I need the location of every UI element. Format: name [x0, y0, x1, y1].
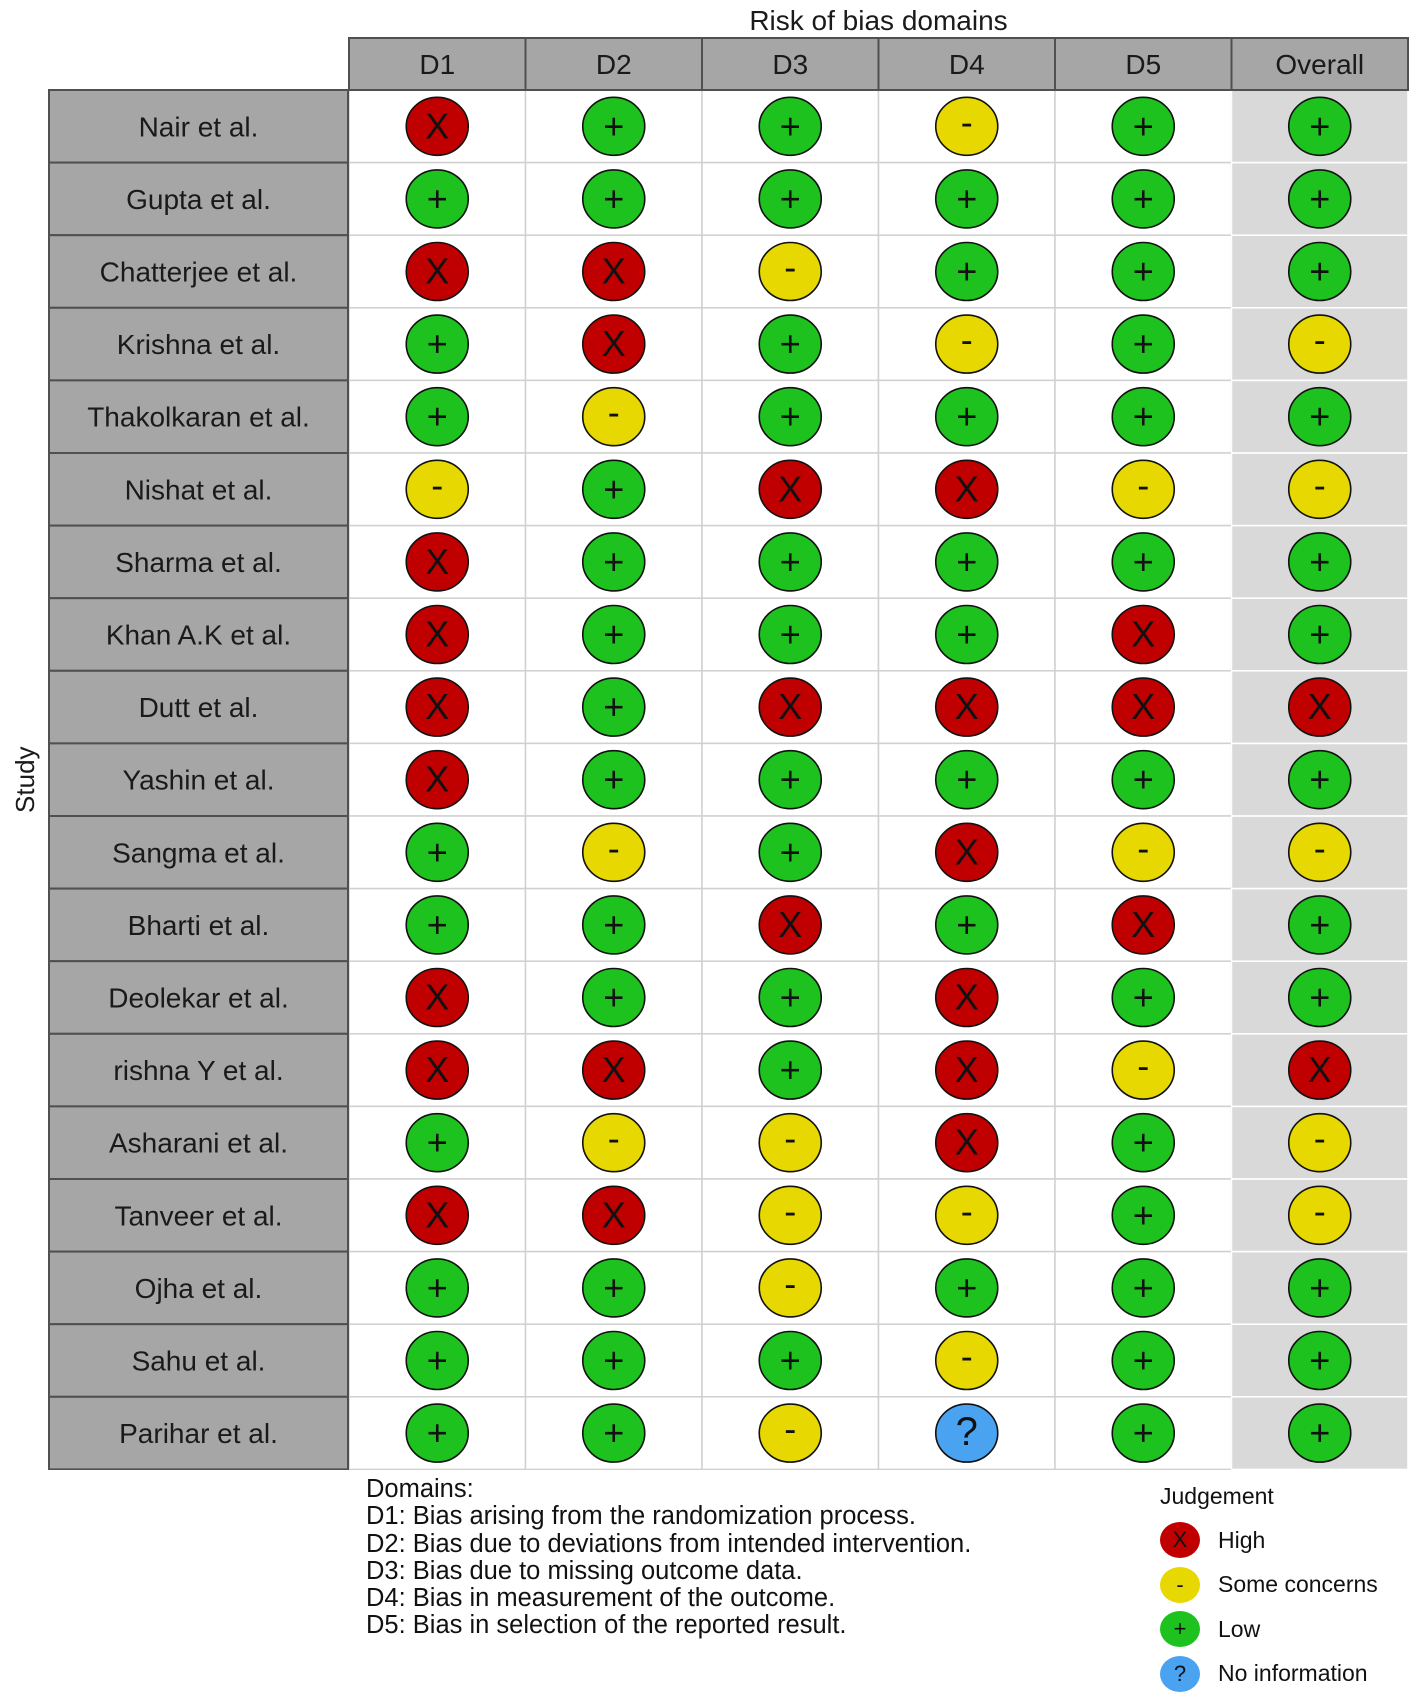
judgement-mark-low: [1289, 1404, 1351, 1462]
judgement-symbol: X: [1307, 686, 1332, 728]
judgement-mark-high: [936, 823, 998, 881]
judgement-symbol: +: [1309, 1412, 1331, 1454]
column-header-label: Overall: [1275, 49, 1365, 80]
y-axis-label: Study: [10, 746, 40, 813]
judgement-symbol: +: [779, 395, 801, 437]
judgement-mark-high: [583, 315, 645, 373]
legend-item-high: [1160, 1522, 1265, 1558]
judgement-mark-low: [759, 388, 821, 446]
judgement-mark-low: [936, 243, 998, 301]
judgement-mark-low: [1289, 751, 1351, 809]
legend-item-low: [1160, 1611, 1260, 1647]
judgement-mark-high: [583, 1186, 645, 1244]
judgement-mark-high: [936, 678, 998, 736]
judgement-symbol: +: [779, 1339, 801, 1381]
judgement-mark-some: [936, 1332, 998, 1390]
study-label: Chatterjee et al.: [99, 256, 298, 288]
judgement-symbol: +: [1309, 976, 1331, 1018]
legend-label-noinfo: No information: [1218, 1660, 1368, 1686]
judgement-symbol: X: [954, 976, 979, 1018]
judgement-symbol: X: [778, 903, 803, 945]
judgement-symbol: +: [1132, 250, 1154, 292]
judgement-mark-high: [406, 751, 468, 809]
judgement-mark-some: [759, 243, 821, 301]
judgement-mark-some: [759, 1259, 821, 1317]
judgement-symbol: +: [1132, 323, 1154, 365]
judgement-mark-some: [1289, 460, 1351, 518]
judgement-mark-low: [936, 606, 998, 664]
judgement-symbol: +: [603, 903, 625, 945]
judgement-mark-low: [1289, 243, 1351, 301]
judgement-mark-low: [583, 606, 645, 664]
judgement-mark-low: [936, 388, 998, 446]
judgement-mark-some: [759, 1186, 821, 1244]
judgement-mark-low: [1112, 1332, 1174, 1390]
judgement-symbol: +: [1309, 540, 1331, 582]
judgement-symbol: X: [601, 1194, 626, 1236]
judgement-mark-some: [583, 388, 645, 446]
judgement-mark-low: [583, 170, 645, 228]
judgement-mark-high: [1112, 896, 1174, 954]
study-label: Khan A.K et al.: [105, 619, 292, 651]
domain-description-d5: D5: Bias in selection of the reported result.: [366, 1611, 847, 1640]
judgement-symbol: +: [1309, 177, 1331, 219]
judgement-mark-low: [1289, 97, 1351, 155]
judgement-symbol: +: [1132, 177, 1154, 219]
judgement-mark-low: [583, 97, 645, 155]
column-header-label: D2: [595, 49, 632, 80]
judgement-symbol: +: [1132, 1412, 1154, 1454]
judgement-mark-low: [1289, 170, 1351, 228]
judgement-mark-low: [583, 969, 645, 1027]
judgement-mark-low: [406, 1114, 468, 1172]
judgement-mark-low: [936, 896, 998, 954]
judgement-mark-low: [406, 1259, 468, 1317]
judgement-mark-low: [406, 388, 468, 446]
judgement-symbol: +: [779, 758, 801, 800]
domain-description-d1: D1: Bias arising from the randomization process.: [366, 1502, 916, 1531]
study-label: Bharti et al.: [127, 909, 270, 941]
judgement-symbol: -: [784, 1262, 797, 1304]
judgement-symbol: +: [603, 976, 625, 1018]
judgement-mark-some: [583, 1114, 645, 1172]
judgement-mark-some: [936, 1186, 998, 1244]
judgement-mark-high: [1112, 606, 1174, 664]
judgement-symbol: X: [778, 686, 803, 728]
judgement-symbol: X: [954, 1049, 979, 1091]
judgement-symbol: X: [601, 323, 626, 365]
judgement-mark-some: [1112, 823, 1174, 881]
judgement-symbol: X: [954, 468, 979, 510]
judgement-symbol: X: [954, 831, 979, 873]
judgement-mark-low: [759, 533, 821, 591]
judgement-symbol: +: [603, 105, 625, 147]
legend-symbol-high: X: [1160, 1522, 1200, 1558]
judgement-mark-low: [583, 678, 645, 736]
judgement-symbol: +: [1132, 105, 1154, 147]
judgement-mark-high: [406, 969, 468, 1027]
judgement-symbol: X: [425, 613, 450, 655]
judgement-symbol: X: [1307, 1049, 1332, 1091]
study-label: Yashin et al.: [122, 764, 275, 796]
judgement-symbol: +: [603, 1412, 625, 1454]
judgement-symbol: X: [954, 1121, 979, 1163]
judgement-mark-low: [406, 896, 468, 954]
legend-item-some: [1160, 1567, 1378, 1603]
column-header-label: D3: [772, 49, 809, 80]
judgement-symbol: X: [425, 1194, 450, 1236]
judgement-mark-low: [936, 170, 998, 228]
study-label: Ojha et al.: [134, 1272, 263, 1304]
judgement-mark-high: [1289, 1041, 1351, 1099]
judgement-symbol: X: [601, 1049, 626, 1091]
judgement-mark-low: [1289, 1332, 1351, 1390]
judgement-symbol: +: [426, 1121, 448, 1163]
judgement-mark-some: [759, 1404, 821, 1462]
judgement-symbol: X: [601, 250, 626, 292]
judgement-mark-low: [1289, 606, 1351, 664]
judgement-mark-some: [1289, 1186, 1351, 1244]
judgement-mark-low: [1112, 315, 1174, 373]
judgement-mark-low: [1112, 533, 1174, 591]
study-label: Nair et al.: [138, 111, 259, 143]
judgement-symbol: ?: [955, 1410, 978, 1455]
judgement-symbol: -: [960, 1190, 973, 1232]
judgement-symbol: +: [1309, 105, 1331, 147]
study-label: Dutt et al.: [138, 692, 259, 724]
judgement-mark-high: [759, 896, 821, 954]
judgement-mark-low: [406, 170, 468, 228]
judgement-symbol: +: [1132, 758, 1154, 800]
judgement-symbol: -: [431, 464, 444, 506]
judgement-symbol: X: [1131, 686, 1156, 728]
chart-title: Risk of bias domains: [749, 5, 1008, 36]
judgement-mark-low: [583, 533, 645, 591]
judgement-mark-low: [583, 896, 645, 954]
judgement-symbol: -: [1137, 827, 1150, 869]
judgement-symbol: X: [425, 250, 450, 292]
judgement-symbol: +: [1309, 758, 1331, 800]
domain-description-d2: D2: Bias due to deviations from intended intervention.: [366, 1529, 972, 1558]
judgement-symbol: X: [425, 686, 450, 728]
judgement-mark-low: [936, 533, 998, 591]
judgement-mark-low: [406, 1404, 468, 1462]
domain-description-d4: D4: Bias in measurement of the outcome.: [366, 1584, 836, 1613]
judgement-mark-low: [759, 1041, 821, 1099]
judgement-symbol: +: [603, 686, 625, 728]
judgement-symbol: +: [956, 1266, 978, 1308]
judgement-mark-low: [1112, 969, 1174, 1027]
judgement-symbol: X: [954, 686, 979, 728]
judgement-symbol: -: [1313, 464, 1326, 506]
judgement-symbol: +: [1132, 395, 1154, 437]
legend-label-high: High: [1218, 1526, 1266, 1553]
judgement-symbol: +: [1132, 1339, 1154, 1381]
study-label: Parihar et al.: [119, 1418, 278, 1450]
judgement-mark-high: [936, 1114, 998, 1172]
judgement-legend: [1160, 1476, 1418, 1686]
judgement-symbol: X: [1131, 903, 1156, 945]
judgement-mark-low: [1112, 388, 1174, 446]
judgement-mark-high: [406, 1041, 468, 1099]
legend-symbol-noinfo: ?: [1160, 1656, 1200, 1692]
judgement-symbol: +: [779, 105, 801, 147]
judgement-symbol: +: [779, 1049, 801, 1091]
judgement-symbol: X: [425, 1049, 450, 1091]
judgement-mark-high: [406, 1186, 468, 1244]
study-label: Deolekar et al.: [108, 982, 289, 1014]
study-label: Tanveer et al.: [114, 1200, 283, 1232]
judgement-mark-low: [1289, 969, 1351, 1027]
judgement-symbol: +: [1132, 1121, 1154, 1163]
study-label: Sahu et al.: [131, 1345, 266, 1377]
judgement-mark-high: [583, 1041, 645, 1099]
judgement-mark-low: [406, 823, 468, 881]
judgement-mark-high: [936, 460, 998, 518]
judgement-symbol: +: [956, 395, 978, 437]
judgement-mark-low: [759, 97, 821, 155]
judgement-symbol: +: [426, 177, 448, 219]
study-label: Sangma et al.: [112, 837, 285, 869]
judgement-symbol: X: [1131, 613, 1156, 655]
judgement-symbol: +: [956, 613, 978, 655]
judgement-symbol: X: [425, 105, 450, 147]
judgement-mark-low: [1112, 751, 1174, 809]
judgement-symbol: +: [426, 1266, 448, 1308]
judgement-mark-low: [1289, 388, 1351, 446]
judgement-mark-low: [1112, 97, 1174, 155]
judgement-mark-low: [759, 751, 821, 809]
judgement-symbol: X: [425, 540, 450, 582]
study-label: Asharani et al.: [109, 1127, 288, 1159]
legend-label-low: Low: [1218, 1615, 1261, 1642]
judgement-symbol: -: [1137, 1045, 1150, 1087]
judgement-symbol: -: [1313, 1117, 1326, 1159]
judgement-symbol: +: [1132, 1266, 1154, 1308]
judgement-mark-some: [936, 97, 998, 155]
judgement-mark-low: [1112, 243, 1174, 301]
judgement-mark-low: [1112, 1259, 1174, 1317]
judgement-symbol: +: [956, 540, 978, 582]
judgement-mark-noinfo: [936, 1404, 998, 1462]
judgement-symbol: -: [607, 1117, 620, 1159]
judgement-symbol: -: [960, 101, 973, 143]
judgement-symbol: +: [603, 177, 625, 219]
judgement-mark-low: [1289, 1259, 1351, 1317]
judgement-symbol: +: [779, 613, 801, 655]
judgement-mark-some: [759, 1114, 821, 1172]
judgement-mark-some: [1112, 460, 1174, 518]
judgement-symbol: -: [1313, 319, 1326, 361]
judgement-mark-high: [583, 243, 645, 301]
judgement-mark-low: [1112, 1186, 1174, 1244]
study-label: Nishat et al.: [124, 474, 273, 506]
judgement-symbol: +: [956, 250, 978, 292]
judgement-mark-high: [759, 678, 821, 736]
judgement-mark-high: [406, 243, 468, 301]
legend-item-noinfo: [1160, 1656, 1368, 1692]
judgement-symbol: -: [960, 1335, 973, 1377]
study-label: Gupta et al.: [126, 183, 271, 215]
judgement-mark-some: [1112, 1041, 1174, 1099]
judgement-mark-low: [759, 969, 821, 1027]
judgement-symbol: X: [425, 758, 450, 800]
judgement-mark-some: [936, 315, 998, 373]
judgement-mark-low: [583, 1332, 645, 1390]
judgement-symbol: +: [1309, 250, 1331, 292]
judgement-symbol: -: [784, 1408, 797, 1450]
judgement-symbol: +: [603, 540, 625, 582]
judgement-symbol: +: [603, 468, 625, 510]
judgement-mark-low: [1289, 896, 1351, 954]
study-label: rishna Y et al.: [113, 1055, 284, 1087]
domain-description-d3: D3: Bias due to missing outcome data.: [366, 1556, 803, 1585]
judgement-mark-high: [406, 678, 468, 736]
judgement-mark-some: [1289, 315, 1351, 373]
legend-symbol-low: +: [1160, 1611, 1200, 1647]
judgement-symbol: -: [1313, 827, 1326, 869]
judgement-symbol: +: [603, 1266, 625, 1308]
judgement-mark-high: [1289, 678, 1351, 736]
legend-label-some: Some concerns: [1218, 1571, 1378, 1597]
judgement-symbol: +: [1132, 1194, 1154, 1236]
judgement-symbol: +: [779, 177, 801, 219]
column-header-label: D4: [948, 49, 985, 80]
judgement-mark-low: [583, 751, 645, 809]
judgement-mark-high: [1112, 678, 1174, 736]
judgement-mark-some: [1289, 1114, 1351, 1172]
study-label: Krishna et al.: [116, 329, 281, 361]
judgement-symbol: +: [426, 323, 448, 365]
judgement-mark-high: [936, 1041, 998, 1099]
domains-legend: [366, 1476, 1126, 1640]
judgement-symbol: +: [426, 395, 448, 437]
judgement-symbol: +: [779, 831, 801, 873]
judgement-symbol: +: [1132, 540, 1154, 582]
judgement-mark-high: [406, 533, 468, 591]
judgement-symbol: +: [426, 903, 448, 945]
judgement-mark-high: [759, 460, 821, 518]
legend-symbol-some: -: [1160, 1567, 1200, 1603]
judgement-mark-low: [936, 1259, 998, 1317]
judgement-symbol: -: [1137, 464, 1150, 506]
judgement-symbol: -: [1313, 1190, 1326, 1232]
judgement-symbol: +: [1132, 976, 1154, 1018]
judgement-symbol: X: [425, 976, 450, 1018]
judgement-symbol: +: [779, 976, 801, 1018]
judgement-symbol: +: [1309, 613, 1331, 655]
judgement-symbol: +: [426, 1412, 448, 1454]
judgement-symbol: +: [603, 613, 625, 655]
judgement-mark-high: [936, 969, 998, 1027]
judgement-mark-low: [406, 1332, 468, 1390]
judgement-symbol: +: [426, 1339, 448, 1381]
judgement-mark-low: [759, 315, 821, 373]
judgement-legend-title: Judgement: [1160, 1483, 1274, 1509]
judgement-mark-high: [406, 606, 468, 664]
judgement-mark-low: [406, 315, 468, 373]
column-header-label: D1: [419, 49, 456, 80]
judgement-symbol: -: [784, 1117, 797, 1159]
judgement-symbol: -: [607, 391, 620, 433]
judgement-symbol: +: [956, 177, 978, 219]
judgement-mark-low: [759, 606, 821, 664]
judgement-mark-low: [759, 823, 821, 881]
judgement-symbol: -: [784, 1190, 797, 1232]
judgement-symbol: -: [784, 246, 797, 288]
judgement-mark-low: [583, 1259, 645, 1317]
judgement-mark-low: [1112, 1404, 1174, 1462]
judgement-mark-some: [1289, 823, 1351, 881]
judgement-symbol: +: [956, 903, 978, 945]
judgement-mark-some: [583, 823, 645, 881]
judgement-symbol: +: [1309, 1266, 1331, 1308]
judgement-mark-low: [759, 170, 821, 228]
judgement-symbol: +: [603, 1339, 625, 1381]
judgement-mark-some: [406, 460, 468, 518]
judgement-symbol: +: [779, 323, 801, 365]
judgement-mark-low: [759, 1332, 821, 1390]
judgement-symbol: +: [1309, 395, 1331, 437]
judgement-symbol: +: [956, 758, 978, 800]
judgement-mark-high: [406, 97, 468, 155]
judgement-symbol: +: [426, 831, 448, 873]
judgement-symbol: -: [960, 319, 973, 361]
judgement-mark-low: [1112, 1114, 1174, 1172]
judgement-mark-low: [936, 751, 998, 809]
column-header-label: D5: [1125, 49, 1162, 80]
domains-heading: Domains:: [366, 1475, 474, 1503]
judgement-symbol: +: [603, 758, 625, 800]
judgement-mark-low: [583, 460, 645, 518]
judgement-symbol: +: [1309, 1339, 1331, 1381]
judgement-symbol: +: [1309, 903, 1331, 945]
judgement-mark-low: [1289, 533, 1351, 591]
judgement-symbol: +: [779, 540, 801, 582]
judgement-symbol: X: [778, 468, 803, 510]
judgement-mark-low: [1112, 170, 1174, 228]
judgement-mark-low: [583, 1404, 645, 1462]
study-label: Thakolkaran et al.: [87, 401, 310, 433]
study-label: Sharma et al.: [115, 546, 282, 578]
judgement-symbol: -: [607, 827, 620, 869]
